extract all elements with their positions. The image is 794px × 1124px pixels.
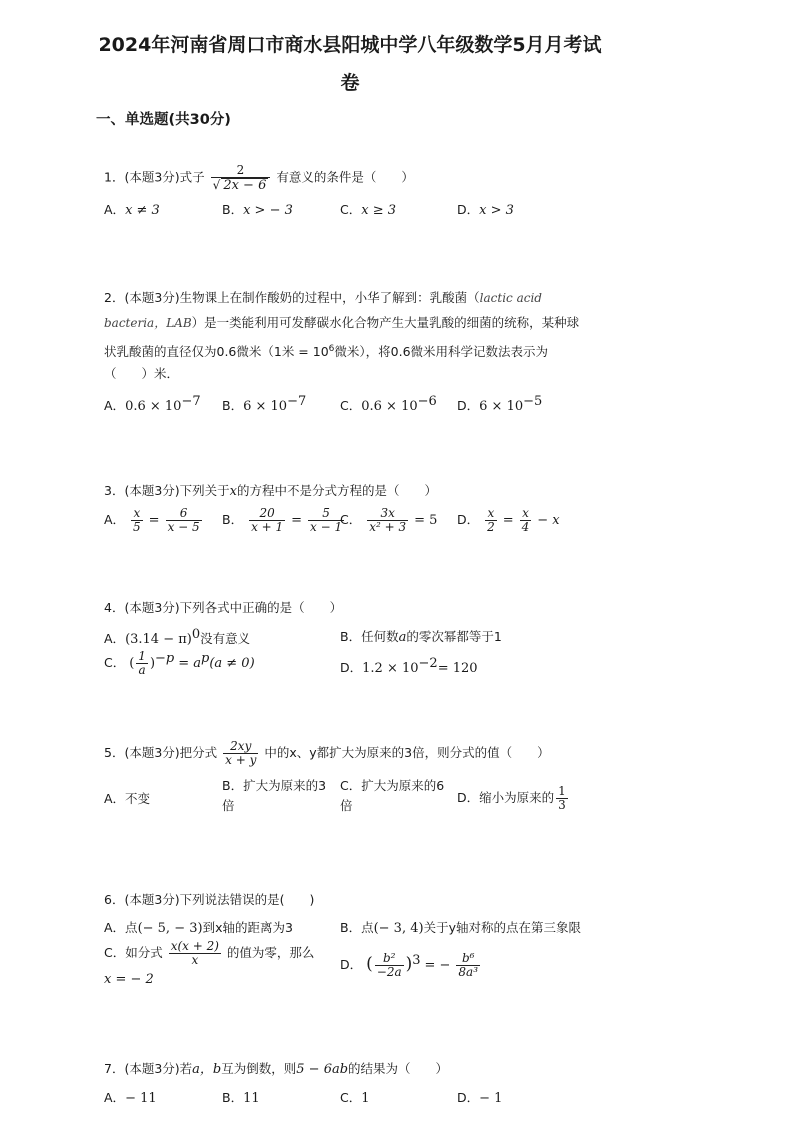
q2-option-b[interactable]: B．$6 \times 10^{-7}$ (222, 394, 307, 415)
q1-suffix: 有意义的条件是（ ） (276, 169, 414, 185)
q4-option-a[interactable]: A．$(3.14 - \pi)^0$没有意义 (104, 627, 251, 648)
q1-prefix: 1．(本题3分)式子 (104, 169, 205, 185)
q3-option-b[interactable]: B． $\frac{20}{x + 1}$ = $\frac{5}{x - 1}$ (222, 506, 343, 534)
q5-option-d[interactable]: D．缩小为原来的 $\frac{1}{3}$ (457, 784, 566, 812)
q5-option-a[interactable]: A．不变 (104, 791, 151, 806)
q3-option-c[interactable]: C． $\frac{3x}{\text{x² + 3}}$ = 5 (340, 506, 438, 534)
q3-option-d[interactable]: D． $\frac{x}{2}$ = $\frac{x}{4}$ − x (457, 506, 560, 534)
question-2-line-4: （ ）米． (104, 366, 180, 381)
question-4-stem: 4．(本题3分)下列各式中正确的是（ ） (104, 600, 343, 615)
q1-numerator: 2 (211, 164, 271, 178)
question-6-stem: 6．(本题3分)下列说法错误的是( ) (104, 892, 315, 907)
q6-option-b[interactable]: B．点(− 3, 4)关于y轴对称的点在第三象限 (340, 920, 581, 936)
q6-option-d[interactable]: D． ( $\frac{\text{b²}}{-2a}$ )$^3$ = − $\frac{\text{b⁶}}{\text{8a³}}$ (340, 951, 479, 979)
q6-option-c-continued: x = − 2 (104, 972, 154, 987)
q7-option-b[interactable]: B．11 (222, 1090, 260, 1106)
question-7-stem: 7．(本题3分)若a，b互为倒数，则5 − 6ab的结果为（ ） (104, 1061, 449, 1077)
q7-option-d[interactable]: D．− 1 (457, 1090, 503, 1106)
q2-option-d[interactable]: D．$6 \times 10^{-5}$ (457, 394, 543, 415)
q6-option-c[interactable]: C．如分式 $\frac{x(x + 2)}{x}$ 的值为零，那么 (104, 939, 315, 967)
question-1-stem (104, 164, 414, 192)
q1-option-d[interactable]: D．x > 3 (457, 202, 514, 218)
question-5-stem: 5．(本题3分)把分式 $\frac{2xy}{x + y}$ 中的x、y都扩大为原来的3倍，则分式的值（ ） (104, 739, 550, 767)
question-2-line-1: 2．(本题3分)生物课上在制作酸奶的过程中，小华了解到：乳酸菌（lactic acid (104, 290, 542, 305)
q5-option-c[interactable]: C．扩大为原来的6倍 (340, 778, 445, 813)
section-heading: 一、单选题(共30分) (96, 112, 231, 128)
q4-option-c[interactable]: C． ( $\frac{1}{a}$ )$^{-p} = a^p(a \ne 0)$ (104, 649, 255, 677)
question-2-line-2: bacteria，LAB）是一类能利用可发酵碳水化合物产生大量乳酸的细菌的统称，某种球 (104, 315, 580, 330)
q1-option-c[interactable]: C．x ≥ 3 (340, 202, 396, 218)
q1-option-b[interactable]: B．x > − 3 (222, 202, 293, 218)
q1-denominator: √ 2x − 6 (212, 178, 267, 193)
question-2-line-3: 状乳酸菌的直径仅为0.6微米（1米 = $10^6$微米），将0.6微米用科学记数法表示为 (104, 344, 549, 360)
page-title-continued: 卷 (340, 72, 360, 94)
q4-option-b[interactable]: B．任何数a的零次幂都等于1 (340, 629, 502, 645)
q7-option-a[interactable]: A．− 11 (104, 1090, 157, 1106)
q1-radicand: 2x − 6 (223, 178, 267, 193)
q1-option-a[interactable]: A．x ≠ 3 (104, 202, 160, 218)
q1-fraction (211, 164, 271, 192)
q4-option-d[interactable]: D．$1.2 \times 10^{-2}= 120$ (340, 656, 478, 677)
q5-option-b[interactable]: B．扩大为原来的3倍 (222, 778, 327, 813)
q3-option-a[interactable]: A． $\frac{x}{5}$ = $\frac{6}{x - 5}$ (104, 506, 200, 534)
q2-option-a[interactable]: A．$0.6 \times 10^{-7}$ (104, 394, 201, 415)
q7-option-c[interactable]: C．1 (340, 1090, 370, 1106)
page-title: 2024年河南省周口市商水县阳城中学八年级数学5月月考试 (98, 34, 602, 56)
question-3-stem: 3．(本题3分)下列关于x的方程中不是分式方程的是（ ） (104, 483, 438, 499)
q6-option-a[interactable]: A．点(− 5, − 3)到x轴的距离为3 (104, 920, 293, 936)
q2-option-c[interactable]: C．$0.6 \times 10^{-6}$ (340, 394, 437, 415)
